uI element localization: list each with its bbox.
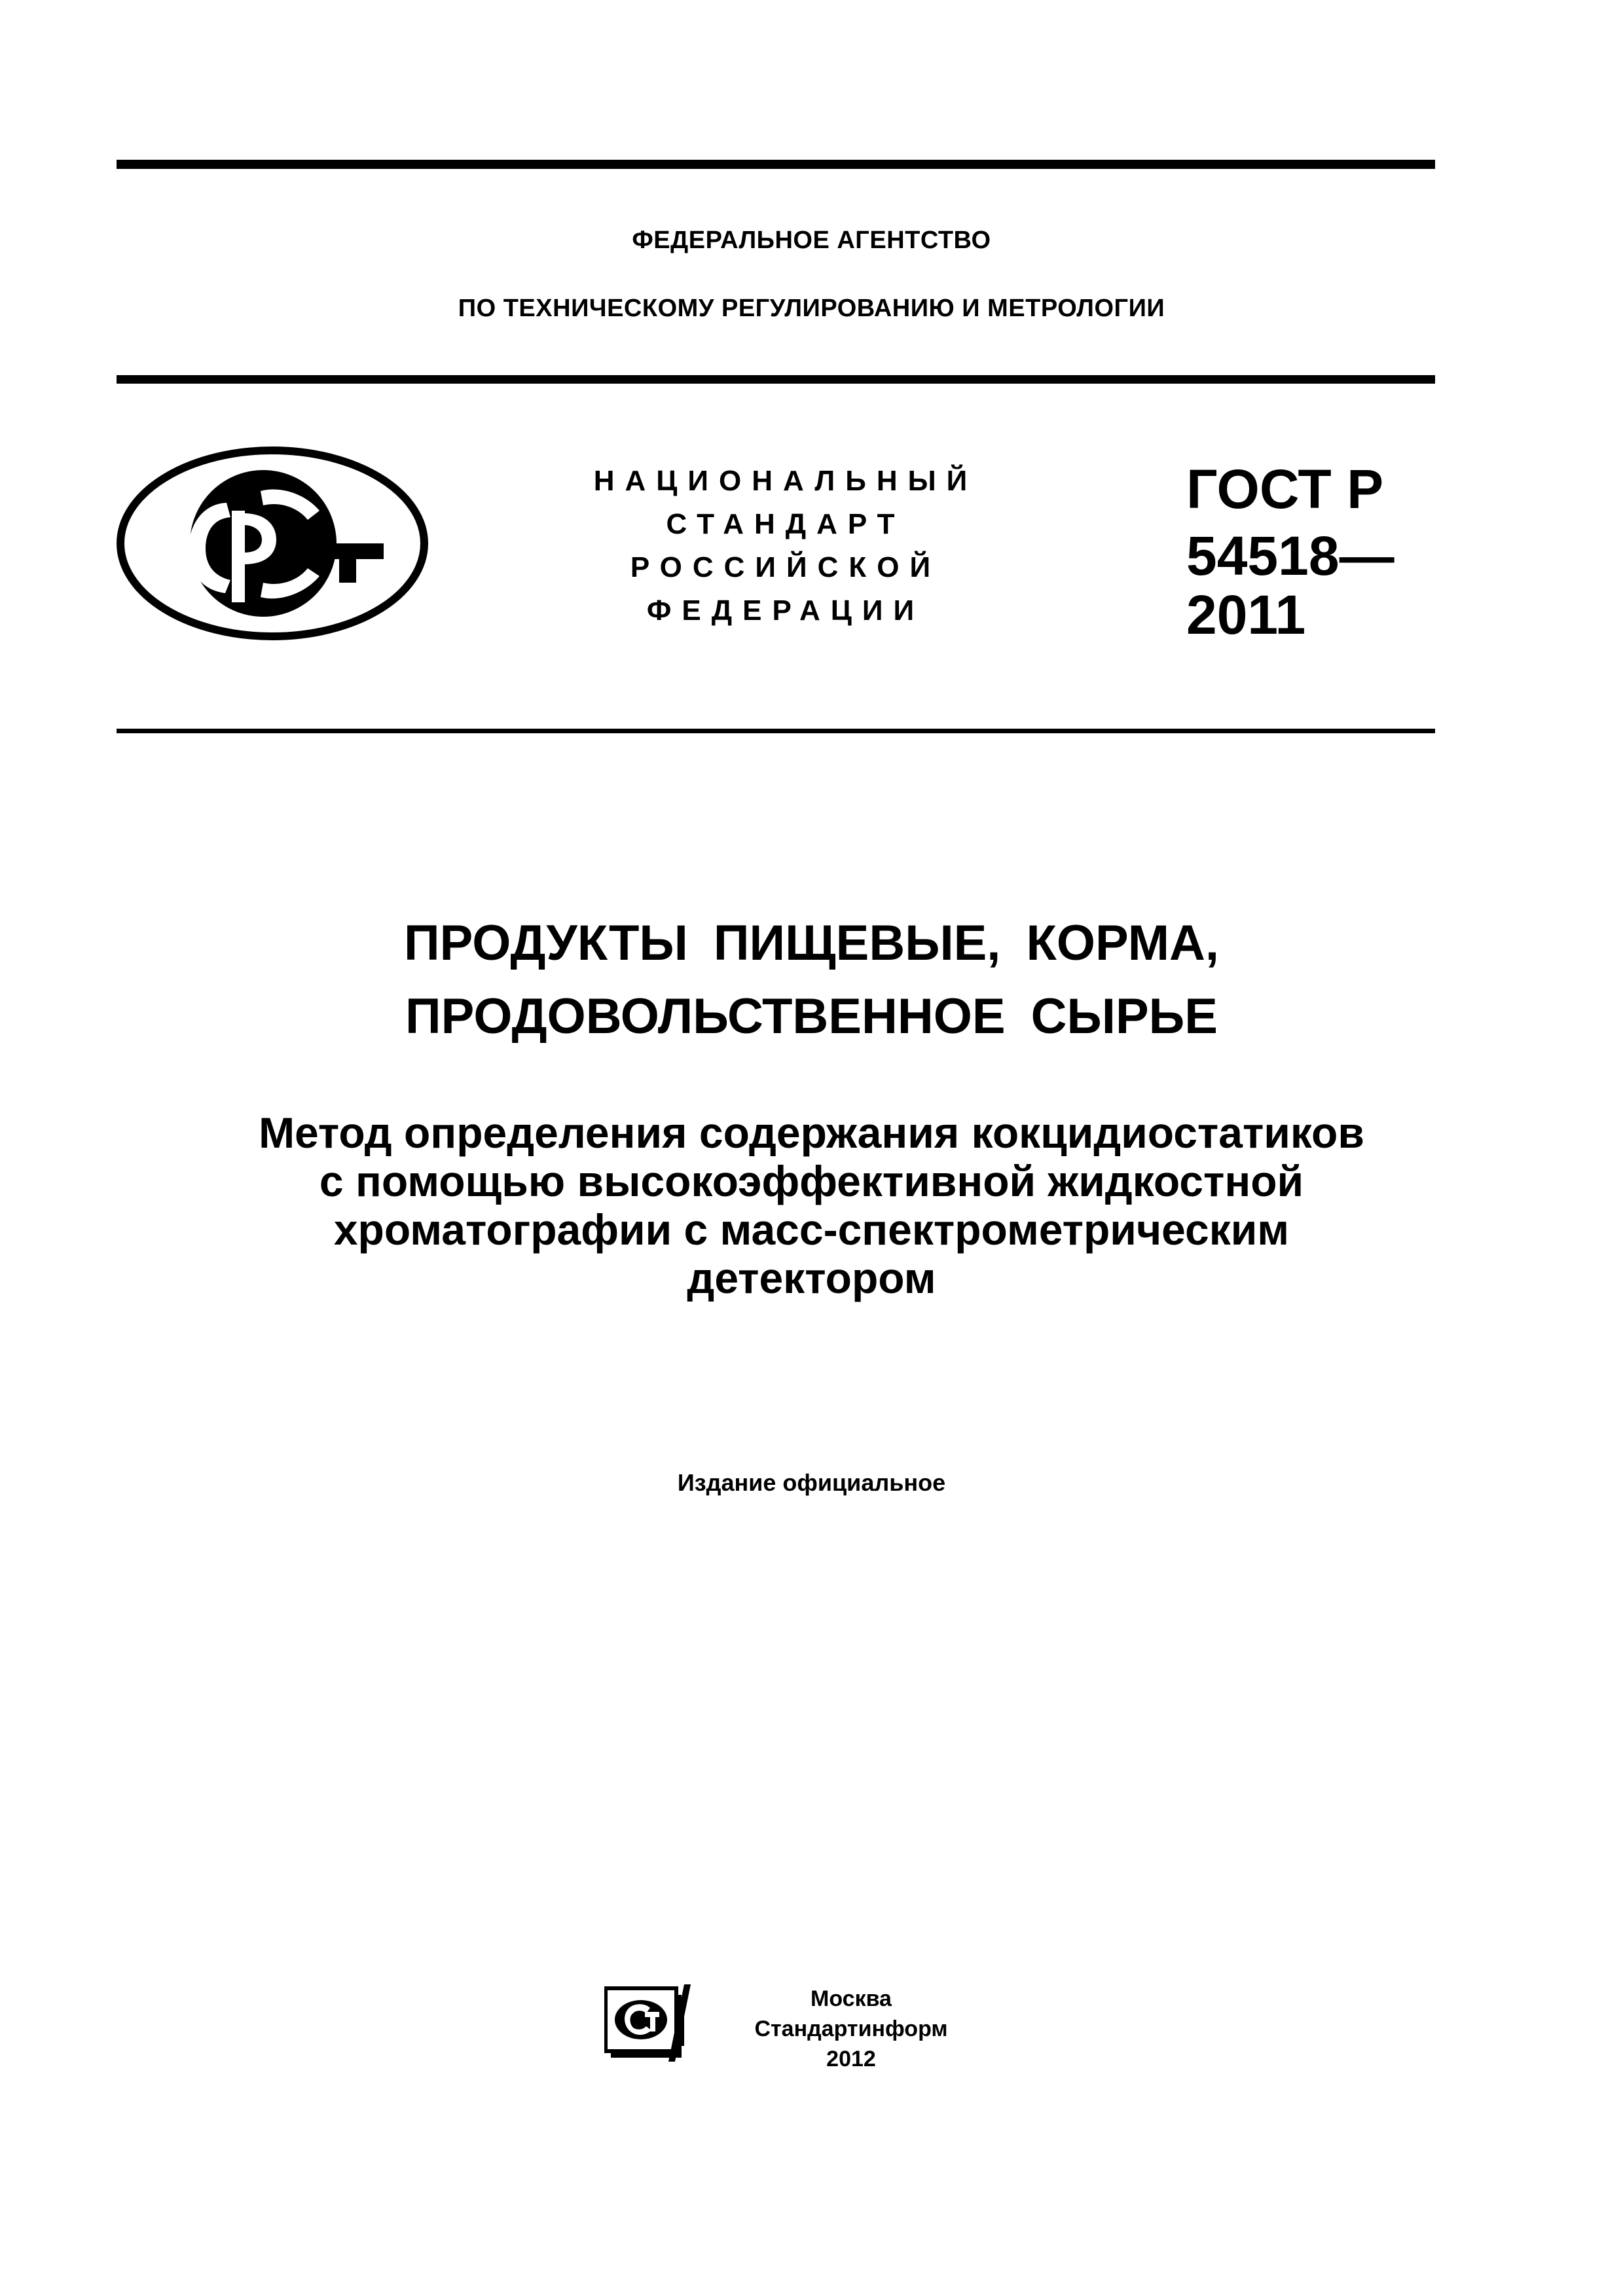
national-standard-line-3: РОССИЙСКОЙ <box>630 551 941 583</box>
document-subtitle-line-3: хроматографии с масс-спектрометрическим <box>333 1205 1290 1254</box>
publisher-year: 2012 <box>826 2047 876 2071</box>
agency-name-line-1: ФЕДЕРАЛЬНОЕ АГЕНТСТВО <box>632 227 991 254</box>
publisher-city: Москва <box>811 1986 892 2011</box>
gost-r-certification-mark-icon <box>115 445 429 642</box>
standartinform-logo-icon <box>604 1980 699 2066</box>
middle-rule <box>117 375 1435 384</box>
publisher-name: Стандартинформ <box>754 2016 948 2041</box>
standard-designation-line-3: 2011 <box>1186 584 1306 646</box>
agency-name-line-2: ПО ТЕХНИЧЕСКОМУ РЕГУЛИРОВАНИЮ И МЕТРОЛОГИИ <box>458 295 1165 322</box>
national-standard-line-1: НАЦИОНАЛЬНЫЙ <box>593 465 978 497</box>
national-standard-line-2: СТАНДАРТ <box>666 508 905 540</box>
top-rule <box>117 160 1435 169</box>
document-subtitle-line-2: с помощью высокоэффективной жидкостной <box>319 1157 1304 1205</box>
document-title-line-2: ПРОДОВОЛЬСТВЕННОЕ СЫРЬЕ <box>405 989 1218 1044</box>
document-title-line-1: ПРОДУКТЫ ПИЩЕВЫЕ, КОРМА, <box>403 915 1220 971</box>
standard-designation-line-2: 54518— <box>1186 525 1395 587</box>
edition-label: Издание официальное <box>677 1469 946 1496</box>
document-subtitle-line-1: Метод определения содержания кокцидиостатиков <box>259 1108 1364 1157</box>
document-subtitle-line-4: детектором <box>687 1254 936 1302</box>
lower-rule <box>117 729 1435 733</box>
national-standard-line-4: ФЕДЕРАЦИИ <box>646 594 925 627</box>
standard-designation-line-1: ГОСТ Р <box>1186 458 1384 520</box>
